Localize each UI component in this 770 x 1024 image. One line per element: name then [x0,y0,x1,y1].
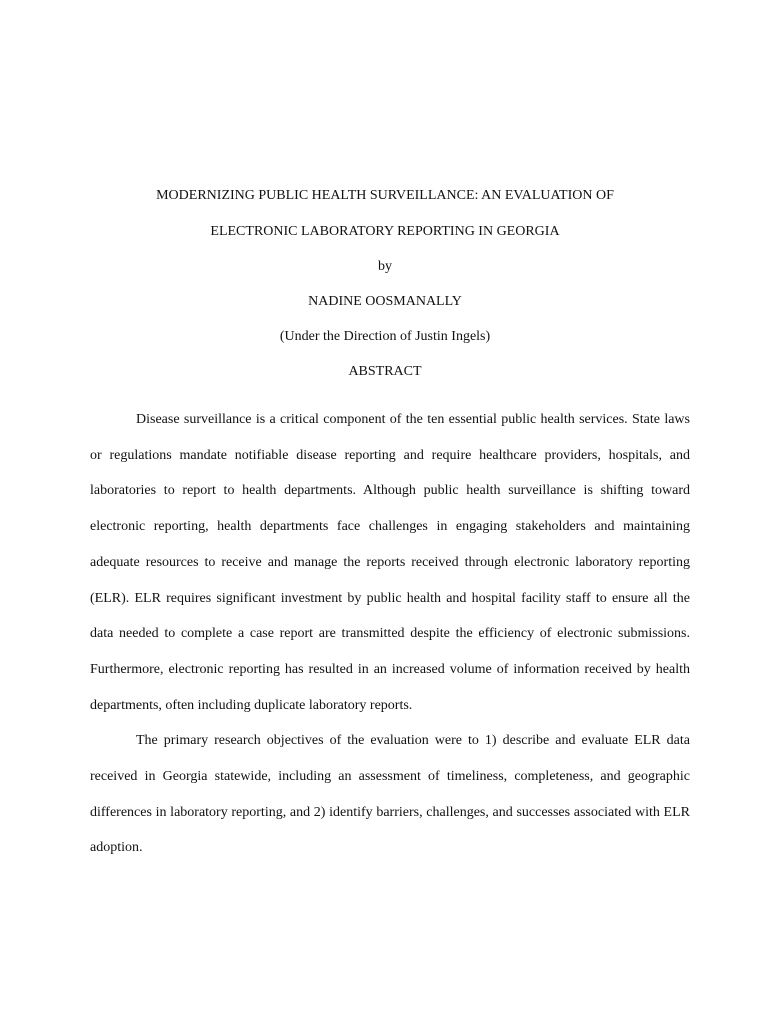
title-line-1: MODERNIZING PUBLIC HEALTH SURVEILLANCE: AN EVALUATION OF [156,188,614,203]
direction-line: (Under the Direction of Justin Ingels) [279,329,491,344]
by-line: by [378,259,392,274]
author-name: NADINE OOSMANALLY [308,294,462,309]
abstract-paragraph-1: Disease surveillance is a critical component of the ten essential public health services. State laws or regulations mandate notifiable disease reporting and require healthcare providers, hospitals, and laboratories to report to health departments. Although public health surveillance is shifting toward electronic reporting, health departments face challenges in engaging stakeholders and maintaining adequate resources to receive and manage the reports received through electronic laboratory reporting (ELR). ELR requires significant investment by public health and hospital facility staff to ensure all the data needed to complete a case report are transmitted despite the efficiency of electronic submissions. Furthermore, electronic reporting has resulted in an increased volume of information received by health departments, often including duplicate laboratory reports. [90,412,690,713]
abstract-heading: ABSTRACT [348,364,422,379]
abstract-paragraph-2: The primary research objectives of the evaluation were to 1) describe and evaluate ELR data received in Georgia statewide, including an assessment of timeliness, completeness, and geographic differences in laboratory reporting, and 2) identify barriers, challenges, and successes associated with ELR adoption. [90,733,690,856]
title-block [90,186,680,382]
title-line-2: ELECTRONIC LABORATORY REPORTING IN GEORGIA [210,224,560,239]
abstract-body [90,402,690,866]
